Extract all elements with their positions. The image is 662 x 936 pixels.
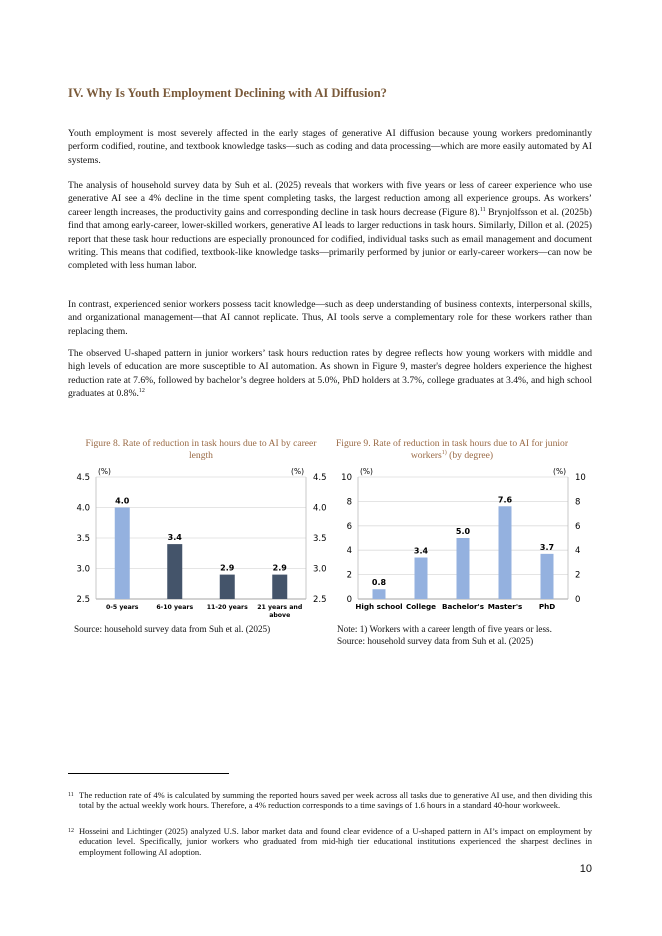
x-tick-label: above xyxy=(269,612,291,619)
footnote-12 xyxy=(68,826,592,857)
y-tick-label-left: 4.5 xyxy=(76,473,90,483)
y-unit-left: (%) xyxy=(98,467,111,476)
data-label: 3.4 xyxy=(413,546,429,556)
x-tick-label: PhD xyxy=(538,602,556,611)
x-tick-label: Bachelor's xyxy=(441,602,485,611)
figure8-source: Source: household survey data from Suh et al. (2025) xyxy=(74,624,271,634)
data-label: 3.7 xyxy=(539,542,555,552)
y-tick-label-right: 8 xyxy=(575,497,581,508)
footnote-text: The reduction rate of 4% is calculated by summing the reported hours saved per week across all tasks due to generative AI use, and then dividing this total by the actual weekly work hours. Therefore, a 4% reduction corresponds to a time savings of 1.6 hours in a standard 40-hour workweek. xyxy=(79,790,592,811)
figure9-note-block xyxy=(337,624,552,647)
x-tick-label: Master's xyxy=(487,602,523,611)
x-tick-label: High school xyxy=(355,602,403,611)
data-label: 5.0 xyxy=(455,527,471,536)
y-tick-label-right: 3.5 xyxy=(313,534,327,544)
bar xyxy=(373,589,386,599)
y-tick-label-left: 4 xyxy=(346,546,352,557)
paragraph-1: Youth employment is most severely affected in the early stages of generative AI diffusion because young workers predominantly perform codified, routine, and textbook knowledge tasks—such as coding and data processing—which are more easily automated by AI systems. xyxy=(68,128,592,166)
bar xyxy=(220,575,235,599)
y-tick-label-right: 3.0 xyxy=(313,564,327,575)
y-unit-left: (%) xyxy=(360,467,373,476)
paragraph-4: The observed U-shaped pattern in junior workers’ task hours reduction rates by degree reflects how young workers with middle and high levels of education are more susceptible to AI automation. As shown in Figure 9, master's degree holders experience the highest reduction rate at 7.6%, followed by bachelor’s degree holders at 5.0%, PhD holders at 3.7%, college graduates at 3.4%, and high school graduates at 0.8%.$^{12}$ xyxy=(68,348,592,400)
bar xyxy=(457,538,470,599)
y-tick-label-left: 2 xyxy=(346,570,352,581)
y-tick-label-right: 10 xyxy=(575,473,586,483)
figure8-title: Figure 8. Rate of reduction in task hours due to AI by career length xyxy=(85,438,317,461)
x-tick-label: 6-10 years xyxy=(156,604,194,611)
figure9-title-note-ref: 1) xyxy=(441,449,447,456)
footnote-divider xyxy=(68,773,229,774)
figure9-chart xyxy=(332,464,594,624)
section-heading: IV. Why Is Youth Employment Declining with AI Diffusion? xyxy=(68,86,387,100)
y-tick-label-right: 2.5 xyxy=(313,595,327,605)
footnote-ref-11[interactable]: 11 xyxy=(479,206,486,213)
y-tick-label-left: 3.0 xyxy=(76,564,90,575)
page-number: 10 xyxy=(579,863,592,875)
bar xyxy=(541,554,554,599)
footnote-11 xyxy=(68,790,592,811)
data-label: 2.9 xyxy=(220,563,235,573)
data-label: 0.8 xyxy=(371,578,387,588)
y-tick-label-left: 2.5 xyxy=(76,595,90,605)
data-label: 7.6 xyxy=(497,495,513,505)
y-tick-label-left: 10 xyxy=(341,473,352,483)
y-unit-right: (%) xyxy=(291,467,304,476)
y-tick-label-right: 2 xyxy=(575,570,581,581)
y-tick-label-right: 4 xyxy=(575,546,581,557)
figure9-note: Note: 1) Workers with a career length of five years or less. xyxy=(337,624,552,634)
y-unit-right: (%) xyxy=(553,467,566,476)
footnote-number: 11 xyxy=(68,792,74,798)
y-tick-label-left: 3.5 xyxy=(76,534,90,544)
paragraph-2: The analysis of household survey data by Suh et al. (2025) reveals that workers with five years or less of career experience who use generative AI see a 4% decline in the time spent completing tasks, the largest reduction among all experience groups. As workers’ career length increases, the productivity gains and corresponding decline in task hours decrease (Figure 8).$^{11}$ Brynjolfsson et al. (2025b) find that among early-career, lower-skilled workers, generative AI leads to larger reductions in task hours. Similarly, Dillon et al. (2025) report that these task hour reductions are especially pronounced for codified, individual tasks such as email management and document writing. This means that codified, textbook-like knowledge tasks—primarily performed by junior or early-career workers—can now be completed with less human labor. xyxy=(68,180,592,272)
y-tick-label-right: 4.5 xyxy=(313,473,327,483)
footnote-number: 12 xyxy=(68,828,74,834)
x-tick-label: 21 years and xyxy=(257,604,303,611)
y-tick-label-left: 8 xyxy=(346,497,352,508)
data-label: 2.9 xyxy=(272,563,287,573)
x-tick-label: 11-20 years xyxy=(206,604,248,611)
x-tick-label: College xyxy=(405,602,437,611)
y-tick-label-left: 6 xyxy=(346,521,352,532)
y-tick-label-left: 4.0 xyxy=(76,503,90,514)
y-tick-label-right: 6 xyxy=(575,521,581,532)
paragraph-3: In contrast, experienced senior workers possess tacit knowledge—such as deep understanding of business contexts, interpersonal skills, and organizational management—that AI cannot replicate. Thus, AI tools serve a complementary role for these workers rather than replacing them. xyxy=(68,299,592,337)
bar xyxy=(272,575,287,599)
figure8-chart xyxy=(70,464,332,624)
data-label: 4.0 xyxy=(115,496,130,506)
figure9-title: Figure 9. Rate of reduction in task hours due to AI for junior workers$^{1)}$ (by degree) xyxy=(335,438,569,461)
footnote-ref-12[interactable]: 12 xyxy=(138,388,145,395)
footnote-text: Hosseini and Lichtinger (2025) analyzed U.S. labor market data and found clear evidence of a U-shaped pattern in AI’s impact on employment by education level. Specifically, junior workers who graduated from mid-high tier educational institutions experienced the sharpest declines in employment following AI adoption. xyxy=(79,826,592,857)
y-tick-label-right: 0 xyxy=(575,595,581,605)
bar xyxy=(167,544,182,599)
x-tick-label: 0-5 years xyxy=(106,604,139,611)
figure9-source: Source: household survey data from Suh et al. (2025) xyxy=(337,635,534,646)
bar xyxy=(499,506,512,599)
bar xyxy=(115,508,130,600)
y-tick-label-right: 4.0 xyxy=(313,503,327,514)
y-tick-label-left: 0 xyxy=(346,595,352,605)
bar xyxy=(415,558,428,599)
data-label: 3.4 xyxy=(167,533,182,543)
